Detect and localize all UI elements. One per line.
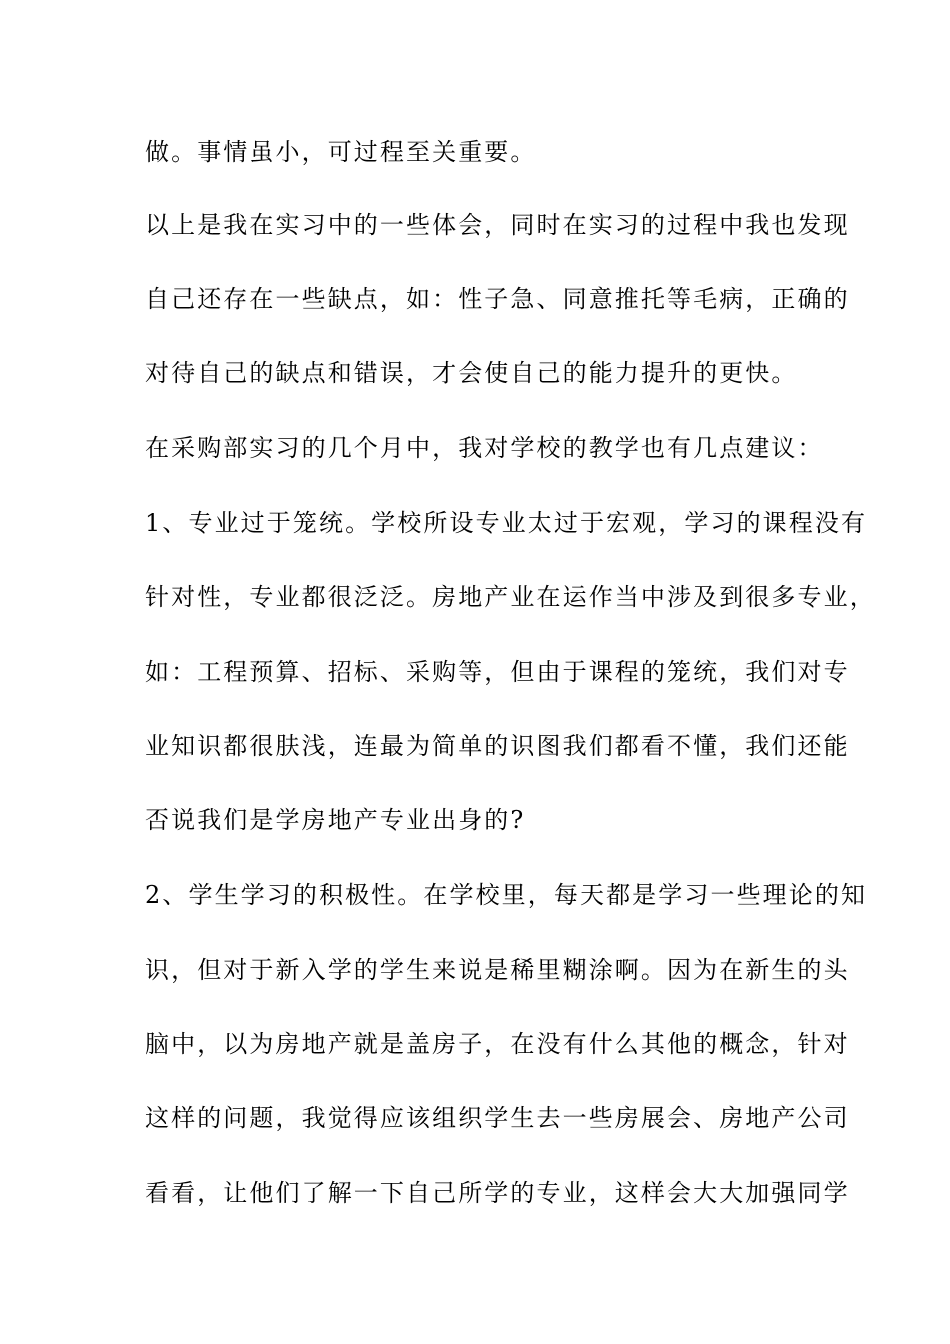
text-line: 这样的问题，我觉得应该组织学生去一些房展会、房地产公司	[145, 1104, 850, 1132]
text-line: 做。事情虽小，可过程至关重要。	[145, 138, 537, 166]
text-line: 在采购部实习的几个月中，我对学校的教学也有几点建议：	[145, 434, 824, 462]
text-line: 看看，让他们了解一下自己所学的专业，这样会大大加强同学	[145, 1179, 850, 1207]
text-line: 自己还存在一些缺点，如：性子急、同意推托等毛病，正确的	[145, 285, 850, 313]
text-line: 针对性，专业都很泛泛。房地产业在运作当中涉及到很多专业，	[145, 583, 876, 611]
text-line: 1、专业过于笼统。学校所设专业太过于宏观，学习的课程没有	[145, 509, 868, 537]
text-line: 2、学生学习的积极性。在学校里，每天都是学习一些理论的知	[145, 881, 868, 909]
text-line: 以上是我在实习中的一些体会，同时在实习的过程中我也发现	[145, 211, 850, 239]
text-line: 业知识都很肤浅，连最为简单的识图我们都看不懂，我们还能	[145, 732, 850, 760]
text-line: 脑中，以为房地产就是盖房子，在没有什么其他的概念，针对	[145, 1030, 850, 1058]
text-line: 对待自己的缺点和错误，才会使自己的能力提升的更快。	[145, 359, 798, 387]
text-line: 识，但对于新入学的学生来说是稀里糊涂啊。因为在新生的头	[145, 956, 850, 984]
text-line: 如：工程预算、招标、采购等，但由于课程的笼统，我们对专	[145, 658, 850, 686]
text-line: 否说我们是学房地产专业出身的?	[145, 806, 526, 834]
